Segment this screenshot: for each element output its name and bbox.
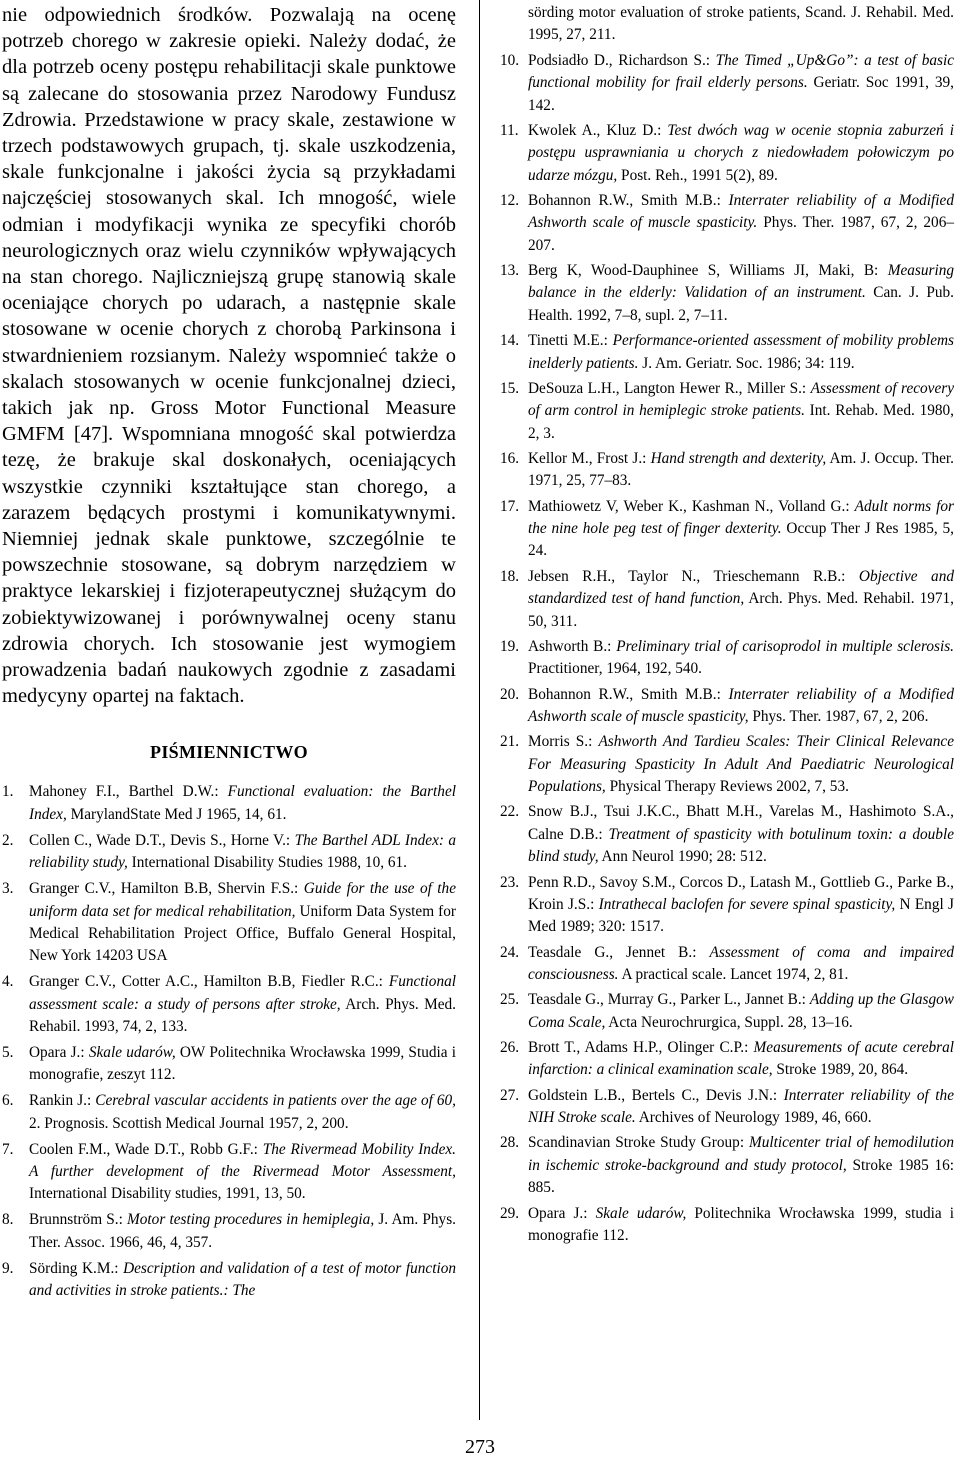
reference-source: J. Am. Phys. Ther. Assoc. 1966, 46, 4, 357. xyxy=(29,1211,456,1251)
reference-authors: DeSouza L.H., Langton Hewer R., Miller S.: xyxy=(528,379,811,397)
reference-item xyxy=(500,378,954,445)
reference-title: Hand strength and dexterity, xyxy=(650,449,827,467)
reference-title: Treatment of spasticity with botulinum toxin: a double blind study, xyxy=(528,825,954,866)
reference-continuation: sörding motor evaluation of stroke patients, Scand. J. Rehabil. Med. 1995, 27, 211. xyxy=(528,4,954,44)
reference-title: The Barthel ADL Index: a reliability study, xyxy=(29,831,456,872)
reference-title: Measuring balance in the elderly: Validation of an instrument. xyxy=(528,262,954,302)
reference-source: Physical Therapy Reviews 2002, 7, 53. xyxy=(605,778,849,796)
reference-item xyxy=(2,878,456,968)
reference-title: Adding up the Glasgow Coma Scale, xyxy=(528,991,955,1031)
reference-title: Multicenter trial of hemodilution in ischemic stroke-background and study protocol, xyxy=(528,1134,954,1174)
reference-source: International Disability studies, 1991, 13, 50. xyxy=(29,1185,306,1203)
reference-item xyxy=(2,1258,456,1303)
reference-authors: Ashworth B.: xyxy=(528,637,617,655)
reference-title: Assessment of coma and impaired consciousness. xyxy=(528,943,955,984)
reference-source: A practical scale. Lancet 1974, 2, 81. xyxy=(618,966,849,984)
reference-source: Int. Rehab. Med. 1980, 2, 3. xyxy=(528,402,954,442)
reference-item xyxy=(500,120,954,187)
reference-authors: Scandinavian Stroke Study Group: xyxy=(528,1134,749,1152)
reference-title: Motor testing procedures in hemiplegia, xyxy=(127,1211,375,1229)
reference-number: 8. xyxy=(2,1211,14,1229)
body-paragraph: nie odpowiednich środków. Pozwalają na ocenę potrzeb chorego w zakresie opieki. Należy dodać, że dla potrzeb oceny postępu rehabilitacji skale punktowe są zalecane do stosowania przez Narodowy Fundusz Zdrowia. Przedstawione w pracy skale, zestawione w trzech podstawowych grupach, tj. skale uszkodzenia, skale funkcjonalne i jakości życia są przykładami najczęściej stosowanych skal. Ich mnogość, wiele odmian i modyfikacji wynika ze specyfiki chorób neurologicznych oraz wielu czynników wpływających na stan chorego. Najliczniejszą grupę stanowią skale oceniające chorych po udarach, a następnie skale stosowane w ocenie chorych z chorobą Parkinsona i stwardnieniem rozsianym. Należy wspomnieć także o skalach stosowanych w ocenie funkcjonalnej dzieci, takich jak np. Gross Motor Functional Measure GMFM [47]. Wspomniana mnogość skal potwierdza tezę, że brakuje skal doskonałych, oceniających wszystkie czynniki kształtujące stan chorego, a zarazem będących prostymi i komunikatywnymi. Niemniej jednak skale punktowe, szczególnie te powszechnie stosowane, są dobrym narzędziem w praktyce lekarskiej i fizjoterapeutycznej służącym do zobiektywizowanej i porównywalnej oceny stanu zdrowia chorych. Ich stosowanie jest wymogiem prowadzenia badań naukowych zgodnie z zasadami medycyny opartej na faktach. xyxy=(2,4,456,708)
reference-item xyxy=(500,872,954,939)
reference-source: MarylandState Med J 1965, 14, 61. xyxy=(66,805,287,823)
reference-number: 12. xyxy=(500,191,520,209)
reference-authors: Opara J.: xyxy=(29,1043,89,1061)
reference-authors: Teasdale G., Jennet B.: xyxy=(528,943,710,961)
reference-number: 20. xyxy=(500,685,520,703)
reference-title: Intrathecal baclofen for severe spinal spasticity, xyxy=(598,895,896,913)
reference-source: Post. Reh., 1991 5(2), 89. xyxy=(617,166,778,184)
reference-authors: Snow B.J., Tsui J.K.C., Bhatt M.H., Varelas M., Hashimoto S.A., Calne D.B.: xyxy=(528,803,954,843)
column-divider xyxy=(479,0,480,1420)
reference-authors: Collen C., Wade D.T., Devis S., Horne V.: xyxy=(29,831,295,849)
reference-title: Ashworth And Tardieu Scales: Their Clinical Relevance For Measuring Spasticity In Adult And Paediatric Neurological Populations, xyxy=(528,733,954,796)
reference-item xyxy=(2,971,456,1038)
reference-authors: Opara J.: xyxy=(528,1204,596,1222)
reference-authors: Bohannon R.W., Smith M.B.: xyxy=(528,685,729,703)
reference-number: 17. xyxy=(500,497,520,515)
reference-title: Cerebral vascular accidents in patients over the age of 60, xyxy=(95,1092,456,1110)
reference-number: 1. xyxy=(2,783,14,801)
reference-number: 13. xyxy=(500,262,520,280)
reference-authors: Brott T., Adams H.P., Olinger C.P.: xyxy=(528,1039,754,1057)
reference-number: 27. xyxy=(500,1086,520,1104)
reference-source: OW Politechnika Wrocławska 1999, Studia i monografie, zeszyt 112. xyxy=(29,1043,457,1084)
reference-item xyxy=(500,496,954,563)
reference-title: Measurements of acute cerebral infarction: a clinical examination scale, xyxy=(528,1039,954,1079)
reference-source: Acta Neurochrurgica, Suppl. 28, 13–16. xyxy=(605,1013,853,1031)
reference-number: 10. xyxy=(500,51,520,69)
reference-authors: Mathiowetz V, Weber K., Kashman N., Volland G.: xyxy=(528,497,855,515)
reference-title: Interrater reliability of the NIH Stroke scale. xyxy=(528,1086,954,1127)
reference-item xyxy=(500,801,954,868)
reference-source: Archives of Neurology 1989, 46, 660. xyxy=(635,1109,872,1127)
reference-source: Phys. Ther. 1987, 67, 2, 206–207. xyxy=(528,214,954,254)
reference-authors: Morris S.: xyxy=(528,733,599,751)
reference-number: 14. xyxy=(500,332,520,350)
reference-item xyxy=(500,684,954,729)
reference-number: 7. xyxy=(2,1140,14,1158)
reference-item xyxy=(2,1139,456,1206)
reference-authors: Granger C.V., Cotter A.C., Hamilton B.B, Fiedler R.C.: xyxy=(29,973,389,991)
reference-authors: Tinetti M.E.: xyxy=(528,332,613,350)
reference-title: Interrater reliability of a Modified Ashworth scale of muscle spasticity. xyxy=(528,191,954,232)
reference-source: Geriatr. Soc 1991, 39, 142. xyxy=(528,74,954,114)
reference-authors: Goldstein L.B., Bertels C., Devis J.N.: xyxy=(528,1086,784,1104)
reference-item xyxy=(2,781,456,826)
reference-number: 15. xyxy=(500,379,520,397)
reference-number: 24. xyxy=(500,943,520,961)
reference-item xyxy=(500,1037,954,1082)
reference-item xyxy=(500,260,954,327)
reference-item xyxy=(500,330,954,375)
left-column xyxy=(2,2,456,1306)
reference-authors: Bohannon R.W., Smith M.B.: xyxy=(528,191,729,209)
reference-title: Interrater reliability of a Modified Ashworth scale of muscle spasticity, xyxy=(528,685,954,725)
reference-title: Performance-oriented assessment of mobility problems inelderly patients. xyxy=(528,332,954,372)
reference-source: Stroke 1985 16: 885. xyxy=(528,1156,954,1197)
reference-source: Uniform Data System for Medical Rehabilitation Project Office, Buffalo General Hospital, New York 14203 USA xyxy=(29,902,456,965)
reference-number: 16. xyxy=(500,449,520,467)
reference-number: 5. xyxy=(2,1043,14,1061)
right-column xyxy=(500,2,954,1250)
reference-source: Am. J. Occup. Ther. 1971, 25, 77–83. xyxy=(528,449,954,490)
reference-number: 25. xyxy=(500,991,520,1009)
reference-title: Functional assessment scale: a study of persons after stroke, xyxy=(29,973,456,1013)
reference-item xyxy=(500,731,954,798)
reference-source: Practitioner, 1964, 192, 540. xyxy=(528,660,703,678)
reference-item xyxy=(500,1085,954,1130)
reference-number: 23. xyxy=(500,873,520,891)
reference-number: 26. xyxy=(500,1039,520,1057)
reference-item xyxy=(500,1132,954,1199)
reference-title: Adult norms for the nine hole peg test of finger dexterity. xyxy=(528,497,955,538)
reference-item xyxy=(500,190,954,257)
reference-number: 3. xyxy=(2,880,14,898)
reference-authors: Rankin J.: xyxy=(29,1092,96,1110)
reference-authors: Berg K, Wood-Dauphinee S, Williams JI, Maki, B: xyxy=(528,262,888,280)
reference-number: 6. xyxy=(2,1092,14,1110)
reference-title: Skale udarów, xyxy=(88,1043,176,1061)
reference-source: Occup Ther J Res 1985, 5, 24. xyxy=(528,520,954,560)
page-number: 273 xyxy=(465,1436,495,1458)
reference-item xyxy=(500,989,954,1034)
reference-title: Skale udarów, xyxy=(595,1204,687,1222)
reference-item xyxy=(2,1209,456,1254)
references-list-right xyxy=(500,50,954,1248)
reference-number: 18. xyxy=(500,567,520,585)
reference-title: Test dwóch wag w ocenie stopnia zaburzeń i postępu usprawniania u chorych z niedowładem połowiczym po udarze mózgu, xyxy=(528,121,955,184)
reference-source: N Engl J Med 1989; 320: 1517. xyxy=(528,895,954,936)
reference-number: 29. xyxy=(500,1204,520,1222)
reference-authors: Granger C.V., Hamilton B.B, Shervin F.S.: xyxy=(29,880,304,898)
reference-authors: Brunnström S.: xyxy=(29,1211,128,1229)
reference-authors: Mahoney F.I., Barthel D.W.: xyxy=(29,783,228,801)
reference-source: International Disability Studies 1988, 10, 61. xyxy=(127,854,407,872)
reference-item xyxy=(500,566,954,633)
reference-title: Guide for the use of the uniform data set for medical rehabilitation, xyxy=(29,880,456,920)
reference-item xyxy=(2,1090,456,1135)
references-heading: PIŚMIENNICTWO xyxy=(150,742,308,763)
reference-source: Can. J. Pub. Health. 1992, 7–8, supl. 2, 7–11. xyxy=(528,284,954,324)
references-list-left xyxy=(2,781,456,1302)
reference-number: 22. xyxy=(500,803,520,821)
reference-item xyxy=(500,448,954,493)
reference-title: Assessment of recovery of arm control in hemiplegic stroke patients. xyxy=(528,379,954,420)
reference-number: 4. xyxy=(2,973,14,991)
reference-authors: Kellor M., Frost J.: xyxy=(528,449,651,467)
reference-item xyxy=(500,1203,954,1248)
reference-source: 2. Prognosis. Scottish Medical Journal 1957, 2, 200. xyxy=(29,1114,349,1132)
reference-title: Objective and standardized test of hand function, xyxy=(528,567,954,608)
reference-title: Functional evaluation: the Barthel Index, xyxy=(29,783,456,823)
reference-authors: Coolen F.M., Wade D.T., Robb G.F.: xyxy=(29,1140,263,1158)
reference-item xyxy=(500,50,954,117)
reference-item xyxy=(2,1042,456,1087)
reference-authors: Penn R.D., Savoy S.M., Corcos D., Latash M., Gottlieb G., Parke B., Kroin J.S.: xyxy=(528,873,954,913)
reference-item xyxy=(2,830,456,875)
reference-number: 9. xyxy=(2,1259,14,1277)
reference-title: Preliminary trial of carisoprodol in multiple sclerosis. xyxy=(616,637,954,655)
reference-source: Arch. Phys. Med. Rehabil. 1993, 74, 2, 133. xyxy=(29,995,456,1036)
reference-title: The Timed „Up&Go”: a test of basic functional mobility for frail elderly persons. xyxy=(528,51,955,92)
reference-item xyxy=(500,942,954,987)
reference-source: Politechnika Wrocławska 1999, studia i monografie 112. xyxy=(528,1204,955,1244)
reference-authors: Sörding K.M.: xyxy=(29,1259,124,1277)
reference-authors: Kwolek A., Kluz D.: xyxy=(528,121,668,139)
reference-authors: Jebsen R.H., Taylor N., Trieschemann R.B.: xyxy=(528,567,859,585)
reference-title: Description and validation of a test of motor function and activities in stroke patients.: The xyxy=(29,1259,456,1300)
reference-source: Arch. Phys. Med. Rehabil. 1971, 50, 311. xyxy=(528,590,954,630)
reference-source: Ann Neurol 1990; 28: 512. xyxy=(598,848,767,866)
reference-title: The Rivermead Mobility Index. A further development of the Rivermead Motor Assessment, xyxy=(29,1140,456,1180)
reference-source: J. Am. Geriatr. Soc. 1986; 34: 119. xyxy=(638,354,855,372)
reference-number: 28. xyxy=(500,1134,520,1152)
reference-authors: Podsiadło D., Richardson S.: xyxy=(528,51,716,69)
reference-source: Stroke 1989, 20, 864. xyxy=(772,1061,909,1079)
reference-number: 11. xyxy=(500,121,519,139)
reference-source: Phys. Ther. 1987, 67, 2, 206. xyxy=(748,707,929,725)
reference-number: 2. xyxy=(2,831,14,849)
reference-number: 19. xyxy=(500,637,520,655)
reference-number: 21. xyxy=(500,733,520,751)
reference-authors: Teasdale G., Murray G., Parker L., Jannet B.: xyxy=(528,991,810,1009)
reference-item xyxy=(500,636,954,681)
